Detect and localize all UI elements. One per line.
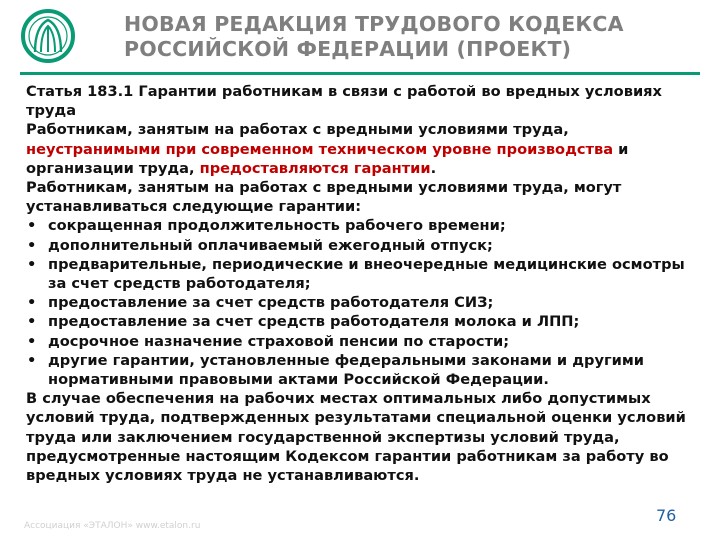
list-item [26, 351, 706, 389]
list-item [26, 312, 706, 331]
list-item-text: другие гарантии, установленные федеральными законами и другими нормативными правовыми актами Российской Федерации. [48, 351, 644, 389]
list-item [26, 216, 706, 235]
list-item [26, 293, 706, 312]
article-paragraph-2: Работникам, занятым на работах с вредными условиями труда, могут устанавливаться следующие гарантии: [26, 179, 622, 216]
list-item [26, 255, 706, 293]
highlight-guarantees-provided: предоставляются гарантии [199, 159, 431, 177]
slide-title [124, 12, 704, 62]
slide-title-line-2: РОССИЙСКОЙ ФЕДЕРАЦИИ (ПРОЕКТ) [124, 37, 572, 61]
slide-title-line-1: НОВАЯ РЕДАКЦИЯ ТРУДОВОГО КОДЕКСА [124, 12, 624, 36]
list-item-text: сокращенная продолжительность рабочего времени; [48, 217, 506, 235]
article-paragraph-1 [26, 120, 706, 178]
article-body [26, 82, 706, 485]
bullet-icon: • [27, 255, 37, 273]
article-paragraph-3: В случае обеспечения на рабочих местах оптимальных либо допустимых условий труда, подтвержденных результатами специальной оценки условий труда или заключением государственной экспертизы условий труда, предусмотренные настоящим Кодексом гарантии работникам за работу во вредных условиях труда не устанавливаются. [26, 390, 686, 485]
bullet-icon: • [27, 313, 37, 331]
bullet-icon: • [27, 236, 37, 254]
page-number: 76 [656, 506, 677, 525]
bullet-icon: • [27, 332, 37, 350]
list-item-text: досрочное назначение страховой пенсии по старости; [48, 332, 510, 350]
list-item [26, 332, 706, 351]
organization-logo [20, 8, 76, 64]
paragraph-1-text-end: . [430, 159, 437, 177]
list-item-text: предоставление за счет средств работодателя молока и ЛПП; [48, 313, 580, 331]
bullet-icon: • [27, 217, 37, 235]
footer-text: Ассоциация «ЭТАЛОН» www.etalon.ru [24, 521, 201, 531]
guarantees-list [26, 216, 706, 389]
paragraph-1-text-middle: и организации труда, [26, 140, 629, 177]
bullet-icon: • [27, 294, 37, 312]
title-divider [20, 72, 700, 75]
bullet-icon: • [27, 351, 37, 369]
list-item-text: предварительные, периодические и внеочередные медицинские осмотры за счет средств работодателя; [48, 255, 685, 293]
article-heading: Статья 183.1 Гарантии работникам в связи с работой во вредных условиях труда [26, 83, 662, 120]
list-item-text: предоставление за счет средств работодателя СИЗ; [48, 294, 494, 312]
paragraph-1-text-start: Работникам, занятым на работах с вредными условиями труда, [26, 121, 569, 139]
list-item-text: дополнительный оплачиваемый ежегодный отпуск; [48, 236, 493, 254]
highlight-irremovable: неустранимыми при современном техническом уровне производства [26, 140, 614, 158]
list-item [26, 236, 706, 255]
